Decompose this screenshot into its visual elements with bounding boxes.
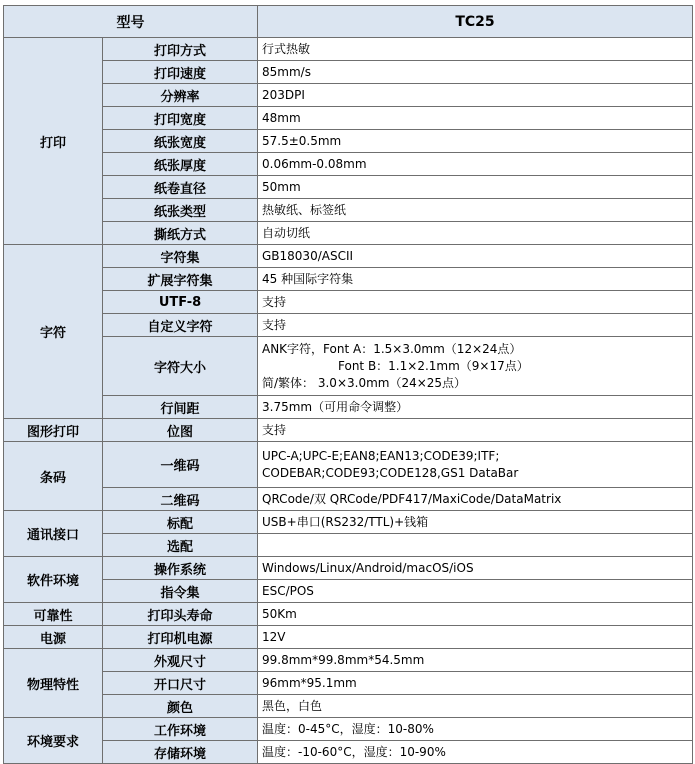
- value-cell: 96mm*95.1mm: [258, 672, 693, 695]
- table-row: [4, 557, 693, 580]
- value-cell: 行式热敏: [258, 38, 693, 61]
- feature-cell: 存储环境: [103, 741, 258, 764]
- feature-cell: 纸张厚度: [103, 153, 258, 176]
- table-row: [4, 741, 693, 764]
- category-cell: 可靠性: [4, 603, 103, 626]
- feature-cell: 自定义字符: [103, 314, 258, 337]
- value-cell: 支持: [258, 419, 693, 442]
- table-row: [4, 603, 693, 626]
- category-cell: 通讯接口: [4, 511, 103, 557]
- table-row: [4, 718, 693, 741]
- value-cell: GB18030/ASCII: [258, 245, 693, 268]
- table-row: [4, 442, 693, 488]
- table-row: [4, 245, 693, 268]
- value-cell: Windows/Linux/Android/macOS/iOS: [258, 557, 693, 580]
- category-cell: 条码: [4, 442, 103, 511]
- value-cell: USB+串口(RS232/TTL)+钱箱: [258, 511, 693, 534]
- value-cell: 支持: [258, 314, 693, 337]
- category-cell: 图形打印: [4, 419, 103, 442]
- feature-cell: 分辨率: [103, 84, 258, 107]
- value-cell: 50Km: [258, 603, 693, 626]
- feature-cell: 开口尺寸: [103, 672, 258, 695]
- feature-cell: 打印宽度: [103, 107, 258, 130]
- feature-cell: 扩展字符集: [103, 268, 258, 291]
- value-cell: 57.5±0.5mm: [258, 130, 693, 153]
- table-row: [4, 153, 693, 176]
- table-row: [4, 672, 693, 695]
- value-line: [262, 358, 692, 375]
- category-cell: 软件环境: [4, 557, 103, 603]
- feature-cell: 行间距: [103, 396, 258, 419]
- feature-cell: 打印机电源: [103, 626, 258, 649]
- value-cell: ESC/POS: [258, 580, 693, 603]
- table-row: [4, 314, 693, 337]
- feature-cell: 打印速度: [103, 61, 258, 84]
- table-row: [4, 580, 693, 603]
- model-label: 型号: [4, 6, 258, 38]
- feature-cell: 纸张宽度: [103, 130, 258, 153]
- value-line: UPC-A;UPC-E;EAN8;EAN13;CODE39;ITF;: [262, 448, 500, 463]
- feature-cell: 工作环境: [103, 718, 258, 741]
- value-cell: 48mm: [258, 107, 693, 130]
- category-cell: 打印: [4, 38, 103, 245]
- feature-cell: 打印方式: [103, 38, 258, 61]
- value-cell: 黑色，白色: [258, 695, 693, 718]
- header-row: [4, 6, 693, 38]
- feature-cell: 操作系统: [103, 557, 258, 580]
- value-cell: 50mm: [258, 176, 693, 199]
- table-row: [4, 291, 693, 314]
- value-cell: QRCode/双 QRCode/PDF417/MaxiCode/DataMatrix: [258, 488, 693, 511]
- feature-cell: 纸卷直径: [103, 176, 258, 199]
- feature-cell: 字符集: [103, 245, 258, 268]
- feature-cell: UTF-8: [103, 291, 258, 314]
- feature-cell: 二维码: [103, 488, 258, 511]
- table-row: [4, 176, 693, 199]
- table-row: [4, 199, 693, 222]
- value-line: 简/繁体： 3.0×3.0mm（24×25点）: [262, 375, 467, 390]
- value-cell: 支持: [258, 291, 693, 314]
- table-row: [4, 130, 693, 153]
- feature-cell: 标配: [103, 511, 258, 534]
- feature-cell: 外观尺寸: [103, 649, 258, 672]
- value-cell: 12V: [258, 626, 693, 649]
- value-cell: 热敏纸、标签纸: [258, 199, 693, 222]
- value-cell: [258, 442, 693, 488]
- value-cell: 203DPI: [258, 84, 693, 107]
- spec-table: [3, 5, 693, 764]
- value-cell: [258, 337, 693, 396]
- value-cell: 3.75mm（可用命令调整）: [258, 396, 693, 419]
- table-row: [4, 107, 693, 130]
- category-cell: 物理特性: [4, 649, 103, 718]
- model-value: TC25: [258, 6, 693, 38]
- table-row: [4, 511, 693, 534]
- value-cell: 0.06mm-0.08mm: [258, 153, 693, 176]
- table-row: [4, 695, 693, 718]
- value-cell: 99.8mm*99.8mm*54.5mm: [258, 649, 693, 672]
- value-line: CODEBAR;CODE93;CODE128,GS1 DataBar: [262, 465, 519, 480]
- category-cell: 环境要求: [4, 718, 103, 764]
- category-cell: 电源: [4, 626, 103, 649]
- category-cell: 字符: [4, 245, 103, 419]
- value-cell: 温度：0-45°C，湿度：10-80%: [258, 718, 693, 741]
- table-row: [4, 222, 693, 245]
- table-row: [4, 84, 693, 107]
- table-row: [4, 488, 693, 511]
- feature-cell: 纸张类型: [103, 199, 258, 222]
- table-row: [4, 268, 693, 291]
- table-row: [4, 534, 693, 557]
- table-row: [4, 649, 693, 672]
- feature-cell: 一维码: [103, 442, 258, 488]
- table-row: [4, 337, 693, 396]
- table-row: [4, 626, 693, 649]
- feature-cell: 颜色: [103, 695, 258, 718]
- value-cell: 85mm/s: [258, 61, 693, 84]
- value-cell: 自动切纸: [258, 222, 693, 245]
- feature-cell: 撕纸方式: [103, 222, 258, 245]
- value-line: ANK字符，Font A：1.5×3.0mm（12×24点）: [262, 341, 522, 356]
- value-cell: 温度：-10-60°C，湿度：10-90%: [258, 741, 693, 764]
- feature-cell: 打印头寿命: [103, 603, 258, 626]
- value-cell: 45 种国际字符集: [258, 268, 693, 291]
- feature-cell: 指令集: [103, 580, 258, 603]
- value-cell: [258, 534, 693, 557]
- value-line-text: Font B：1.1×2.1mm（9×17点）: [338, 358, 529, 373]
- table-row: [4, 38, 693, 61]
- table-row: [4, 419, 693, 442]
- table-row: [4, 396, 693, 419]
- feature-cell: 选配: [103, 534, 258, 557]
- table-row: [4, 61, 693, 84]
- feature-cell: 位图: [103, 419, 258, 442]
- feature-cell: 字符大小: [103, 337, 258, 396]
